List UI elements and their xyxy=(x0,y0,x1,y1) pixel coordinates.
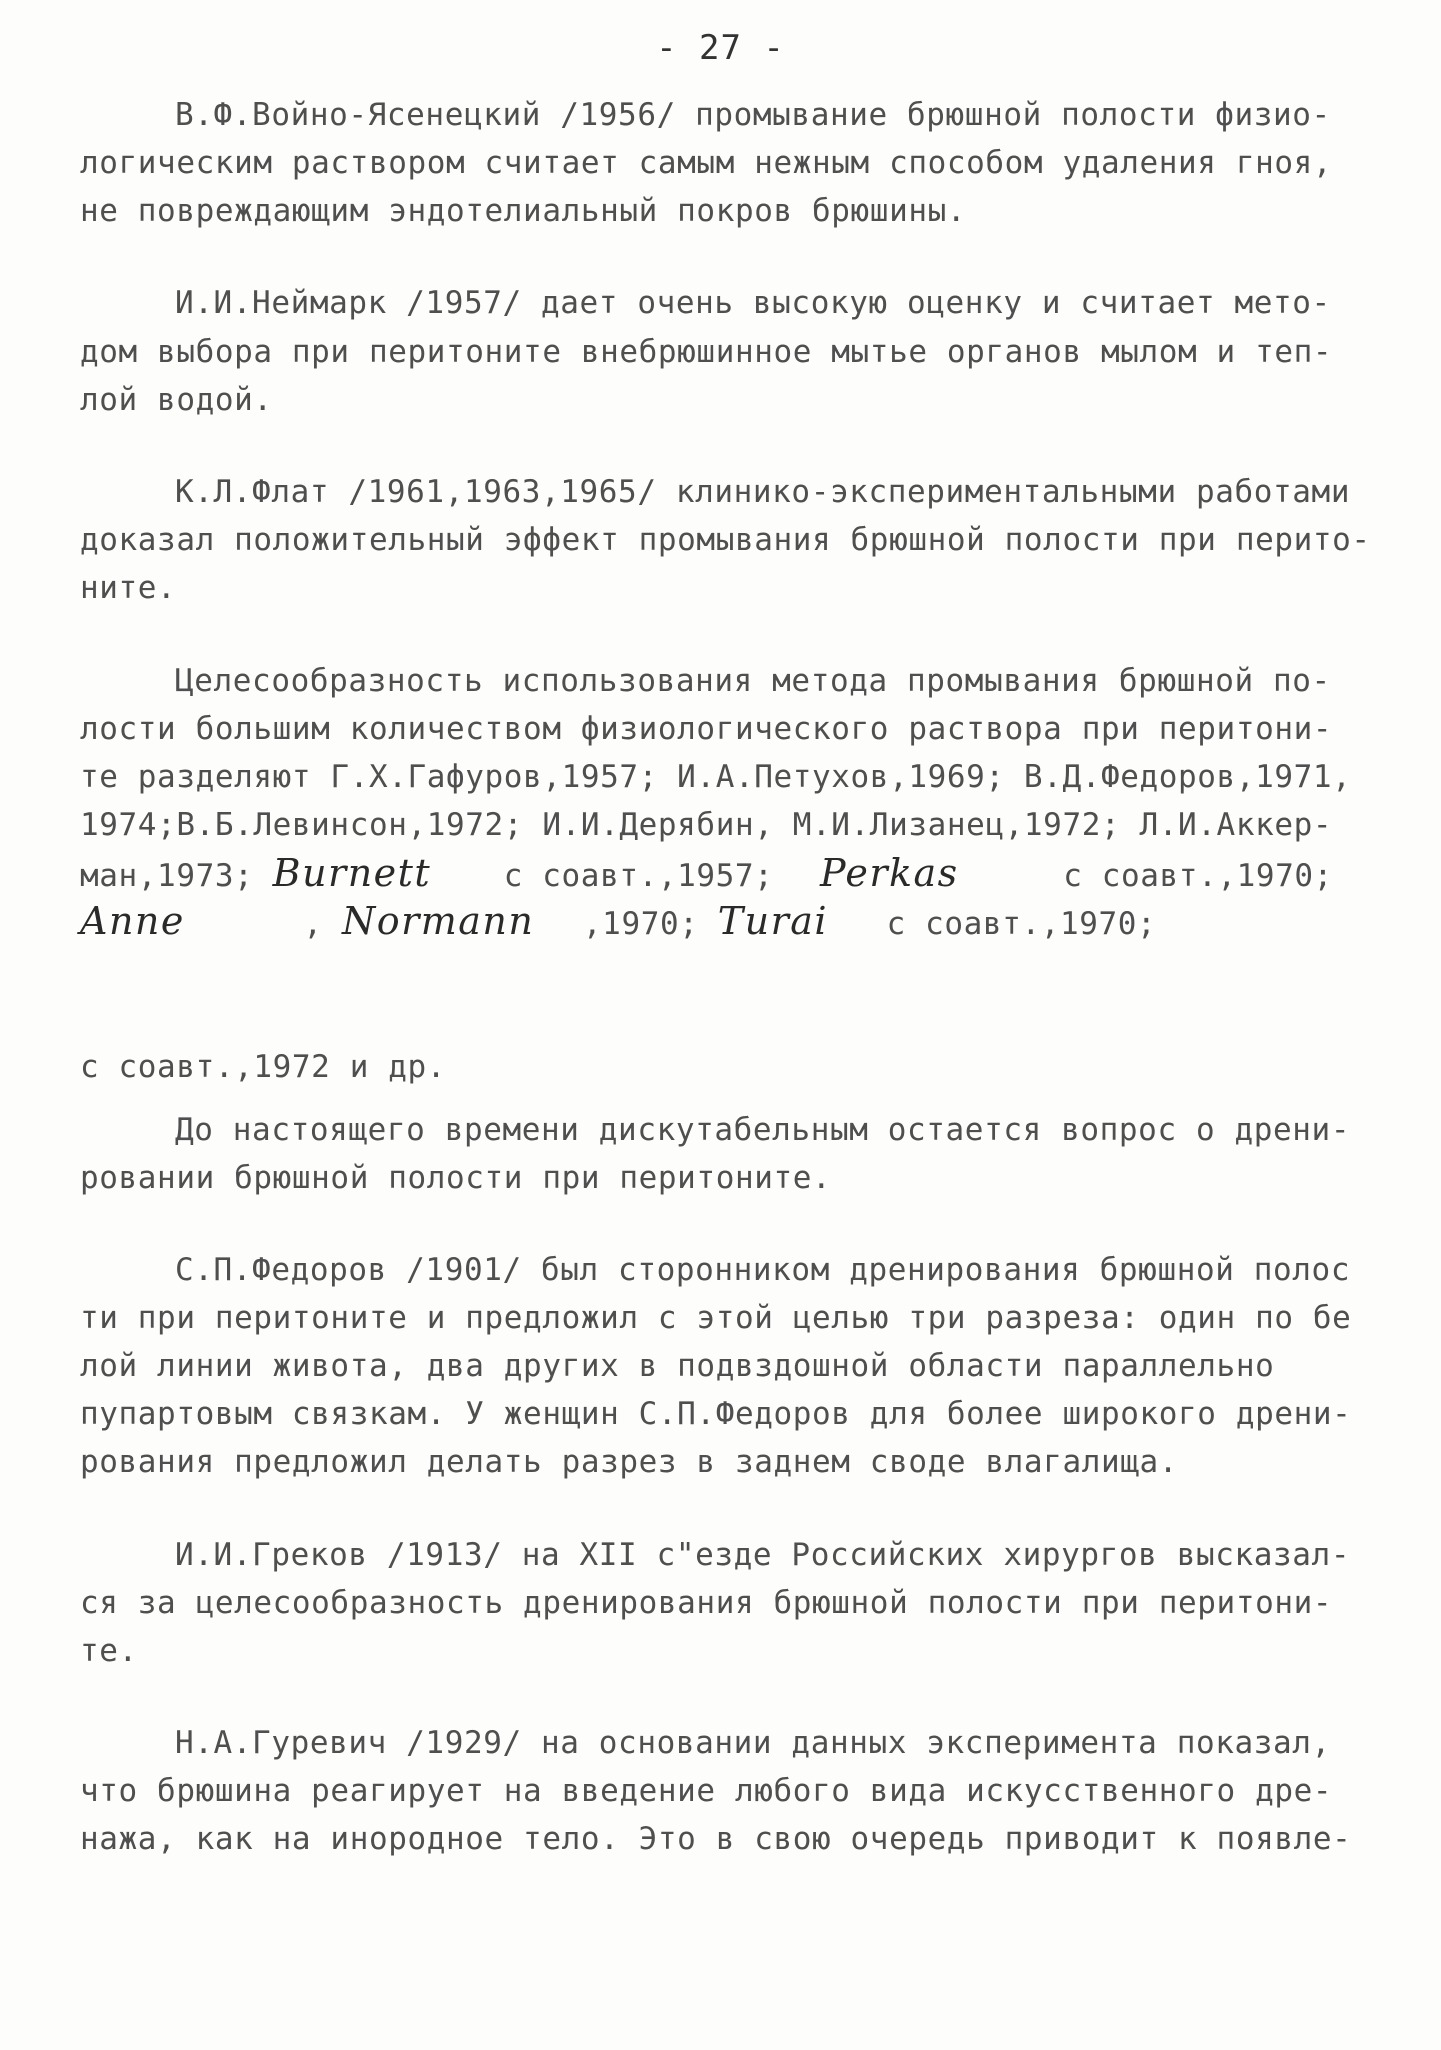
reference-text: с соавт.,1957; xyxy=(503,858,774,894)
handwritten-author-name: Anne xyxy=(80,899,185,943)
text-line: те. xyxy=(80,1633,138,1669)
text-line: доказал положительный эффект промывания брюшной полости при перито- xyxy=(80,522,1371,558)
text-line: ровании брюшной полости при перитоните. xyxy=(80,1160,832,1196)
text-line: лости большим количеством физиологического раствора при перитони- xyxy=(80,711,1333,747)
reference-text: с соавт.,1970; xyxy=(1063,858,1333,894)
handwritten-author-name: Normann xyxy=(341,899,535,943)
text-line: не повреждающим эндотелиальный покров брюшины. xyxy=(80,193,967,229)
text-line: рования предложил делать разрез в заднем своде влагалища. xyxy=(80,1444,1179,1480)
text-line: До настоящего времени дискутабельным остается вопрос о дрени- xyxy=(175,1112,1351,1148)
text-line: ните. xyxy=(80,570,177,606)
page-number: - 27 - xyxy=(656,28,785,68)
handwritten-author-name: Perkas xyxy=(819,851,959,895)
handwritten-author-name: Burnett xyxy=(272,851,432,895)
text-line: дом выбора при перитоните внебрюшинное мытье органов мылом и теп- xyxy=(80,334,1333,370)
handwritten-author-name: Turai xyxy=(717,899,829,943)
text-line: что брюшина реагирует на введение любого вида искусственного дре- xyxy=(80,1773,1333,1809)
text-line: Н.А.Гуревич /1929/ на основании данных эксперимента показал, xyxy=(175,1725,1331,1761)
reference-text: с соавт.,1970; xyxy=(886,906,1157,942)
text-line: нажа, как на инородное тело. Это в свою очередь приводит к появле- xyxy=(80,1821,1352,1857)
reference-line xyxy=(80,901,1156,944)
text-line: Целесообразность использования метода промывания брюшной по- xyxy=(175,663,1331,699)
text-line: С.П.Федоров /1901/ был сторонником дренирования брюшной полос xyxy=(175,1252,1351,1288)
text-line: В.Ф.Войно-Ясенецкий /1956/ промывание брюшной полости физио- xyxy=(175,97,1331,133)
text-line: ся за целесообразность дренирования брюшной полости при перитони- xyxy=(80,1585,1333,1621)
text-line: И.И.Греков /1913/ на XII с"езде Российских хирургов высказал- xyxy=(175,1537,1351,1573)
text-line: 1974;В.Б.Левинсон,1972; И.И.Дерябин, М.И.Лизанец,1972; Л.И.Аккер- xyxy=(80,807,1333,843)
text-line: лой линии живота, два других в подвздошной области параллельно xyxy=(80,1348,1275,1384)
text-line: пупартовым связкам. У женщин С.П.Федоров для более широкого дрени- xyxy=(80,1396,1352,1432)
reference-text: ,1970; xyxy=(582,906,699,942)
text-line: К.Л.Флат /1961,1963,1965/ клинико-экспериментальными работами xyxy=(175,474,1351,510)
reference-text: ман,1973; xyxy=(80,858,254,894)
text-line: логическим раствором считает самым нежным способом удаления гноя, xyxy=(80,145,1333,181)
text-line: И.И.Неймарк /1957/ дает очень высокую оценку и считает мето- xyxy=(175,285,1331,321)
text-line: лой водой. xyxy=(80,382,273,418)
text-line: с соавт.,1972 и др. xyxy=(80,1049,447,1085)
text-line: те разделяют Г.Х.Гафуров,1957; И.А.Петухов,1969; В.Д.Федоров,1971, xyxy=(80,759,1352,795)
reference-text: , xyxy=(303,906,323,942)
reference-line xyxy=(80,853,1333,896)
text-line: ти при перитоните и предложил с этой целью три разреза: один по бе xyxy=(80,1300,1352,1336)
